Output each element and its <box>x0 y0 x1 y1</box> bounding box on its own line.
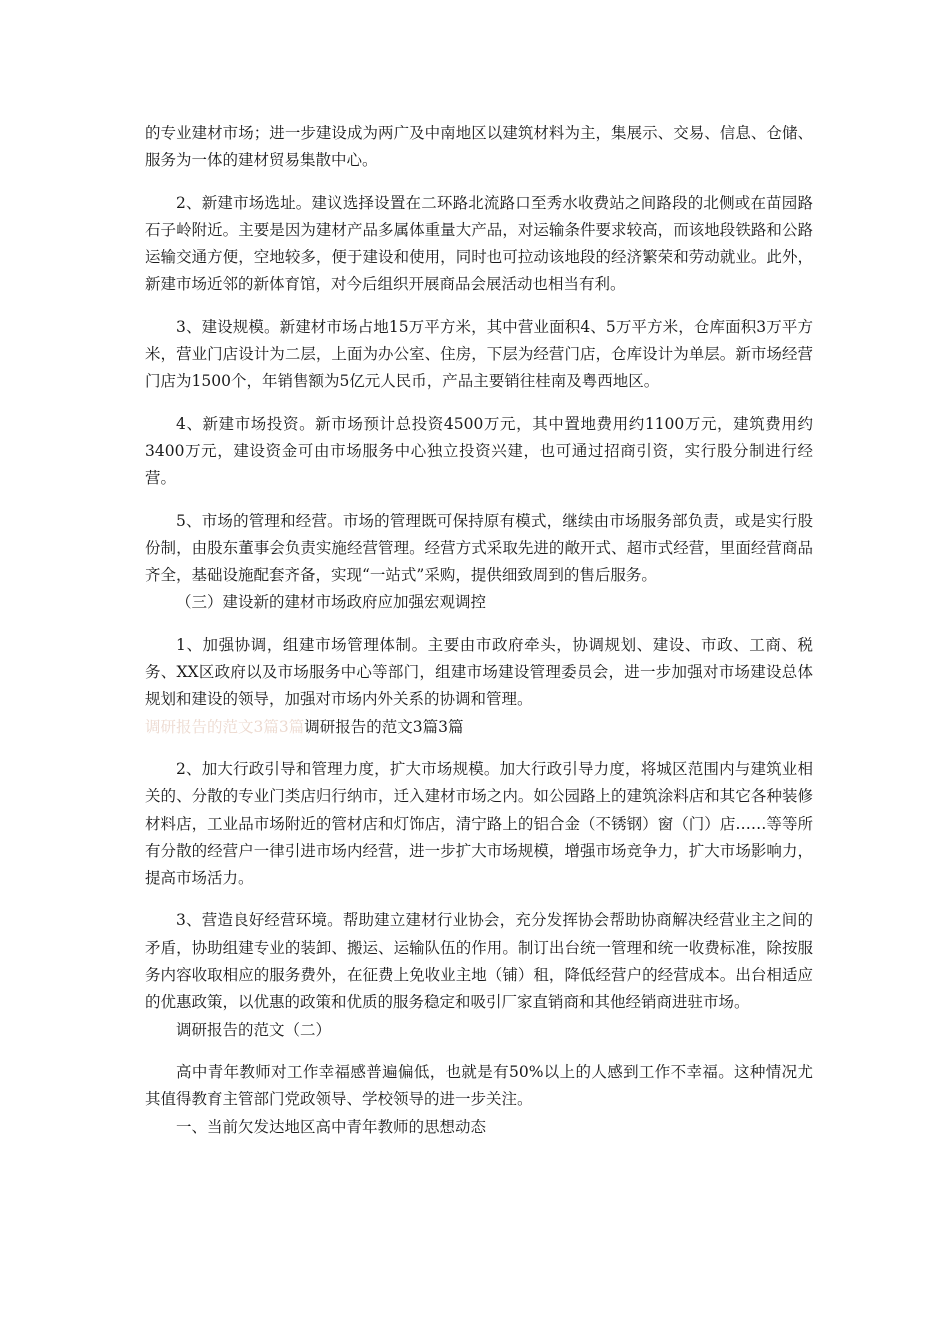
section-heading-macro-control: （三）建设新的建材市场政府应加强宏观调控 <box>176 593 487 612</box>
watermark-text: 调研报告的范文3篇3篇 <box>145 717 305 736</box>
watermark-line <box>145 714 813 741</box>
paragraph-administrative-guidance: 2、加大行政引导和管理力度，扩大市场规模。加大行政引导力度，将城区范围内与建筑业相关的、分散的专业门类店归行纳市，迁入建材市场之内。如公园路上的建筑涂料店和其它各种装修材料店，工业品市场附近的管材店和灯饰店，清宁路上的铝合金（不锈钢）窗（门）店……等等所有分散的经营户一律引进市场内经营，进一步扩大市场规模，增强市场竞争力，扩大市场影响力，提高市场活力。 <box>145 759 813 888</box>
paragraph-management: 5、市场的管理和经营。市场的管理既可保持原有模式，继续由市场服务部负责，或是实行股份制，由股东董事会负责实施经营管理。经营方式采取先进的敞开式、超市式经营，里面经营商品齐全，基础设施配套齐备，实现“一站式”采购，提供细致周到的售后服务。 <box>145 511 813 585</box>
document-title-echo: 调研报告的范文3篇3篇 <box>304 717 464 736</box>
paragraph-site-selection: 2、新建市场选址。建议选择设置在二环路北流路口至秀水收费站之间路段的北侧或在苗园路石子岭附近。主要是因为建材产品多属体重量大产品，对运输条件要求较高，而该地段铁路和公路运输交通方便，空地较多，便于建设和使用，同时也可拉动该地段的经济繁荣和劳动就业。此外，新建市场近邻的新体育馆，对今后组织开展商品会展活动也相当有利。 <box>145 193 813 294</box>
paragraph-business-environment: 3、营造良好经营环境。帮助建立建材行业协会，充分发挥协会帮助协商解决经营业主之间的矛盾，协助组建专业的装卸、搬运、运输队伍的作用。制订出台统一管理和统一收费标准，除按服务内容收取相应的服务费外，在征费上免收业主地（铺）租，降低经营户的经营成本。出台相适应的优惠政策，以优惠的政策和优质的服务稳定和吸引厂家直销商和其他经销商进驻市场。 <box>145 911 813 1012</box>
document-page <box>145 120 813 1141</box>
section-heading-teacher-dynamics: 一、当前欠发达地区高中青年教师的思想动态 <box>176 1117 487 1136</box>
paragraph-investment: 4、新建市场投资。新市场预计总投资4500万元，其中置地费用约1100万元，建筑费用约3400万元，建设资金可由市场服务中心独立投资兴建，也可通过招商引资，实行股分制进行经营。 <box>145 414 813 488</box>
paragraph-teacher-happiness: 高中青年教师对工作幸福感普遍偏低，也就是有50%以上的人感到工作不幸福。这种情况尤其值得教育主管部门党政领导、学校领导的进一步关注。 <box>145 1062 813 1109</box>
paragraph-construction-scale: 3、建设规模。新建材市场占地15万平方米，其中营业面积4、5万平方米，仓库面积3万平方米，营业门店设计为二层，上面为办公室、住房，下层为经营门店，仓库设计为单层。新市场经营门店为1500个，年销售额为5亿元人民币，产品主要销往桂南及粤西地区。 <box>145 317 813 391</box>
paragraph-coordination: 1、加强协调，组建市场管理体制。主要由市政府牵头，协调规划、建设、市政、工商、税务、XX区政府以及市场服务中心等部门，组建市场建设管理委员会，进一步加强对市场建设总体规划和建设的领导，加强对市场内外关系的协调和管理。 <box>145 635 813 709</box>
section-heading-report-sample-two: 调研报告的范文（二） <box>176 1020 332 1039</box>
paragraph-market-positioning: 的专业建材市场；进一步建设成为两广及中南地区以建筑材料为主，集展示、交易、信息、仓储、服务为一体的建材贸易集散中心。 <box>145 124 813 170</box>
